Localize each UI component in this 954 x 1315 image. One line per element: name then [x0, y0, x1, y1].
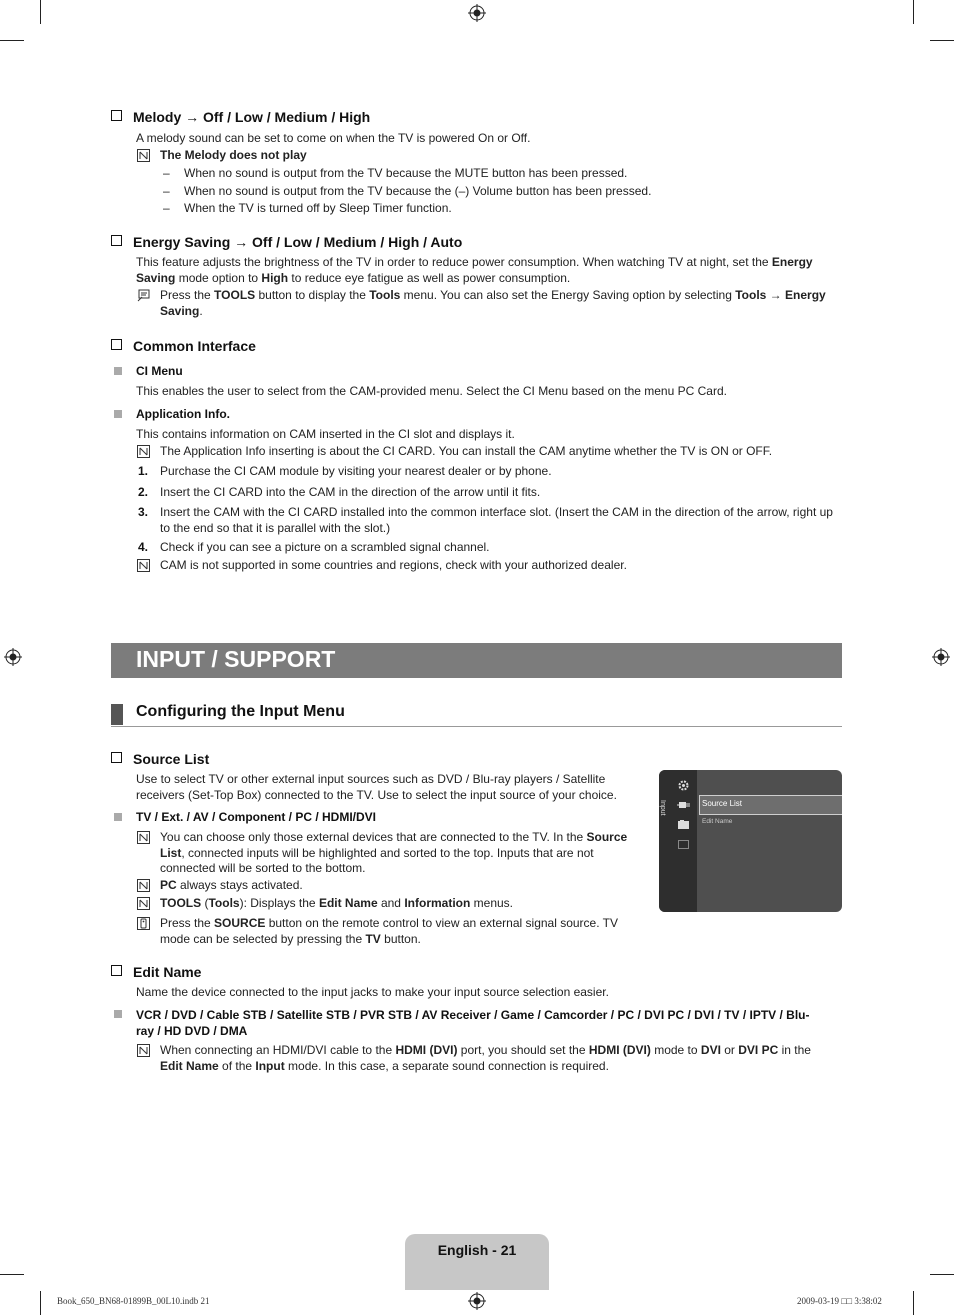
tools-text: button to display the — [255, 288, 370, 302]
step-text: Insert the CI CARD into the CAM in the direction of the arrow until it fits. — [160, 485, 541, 499]
checkbox-bullet-icon — [111, 110, 122, 121]
melody-desc: A melody sound can be set to come on when the TV is powered On or Off. — [136, 131, 531, 145]
tools-text: Press the — [160, 288, 215, 302]
print-info-right: 2009-03-19 □□ 3:38:02 — [797, 1296, 882, 1306]
note-text: port, you should set the — [457, 1043, 589, 1057]
app-info-title: Application Info. — [136, 407, 230, 421]
tv-menu-item-label: Source List — [702, 799, 743, 808]
step-text: Purchase the CI CAM module by visiting your nearest dealer or by phone. — [160, 464, 552, 478]
energy-text: to reduce eye fatigue as well as power consumption. — [288, 270, 571, 285]
section-title: Configuring the Input Menu — [136, 703, 345, 720]
note-text: ): Displays the — [239, 896, 319, 910]
melody-item: When no sound is output from the TV because the MUTE button has been pressed. — [184, 166, 628, 180]
app-info-desc: This contains information on CAM inserted in the CI slot and displays it. — [136, 427, 515, 441]
note-text: menus. — [470, 896, 514, 910]
registration-mark-icon — [932, 648, 950, 666]
checkbox-bullet-icon — [111, 339, 122, 350]
dash-bullet: – — [163, 201, 170, 215]
tv-menu-item-source-list[interactable] — [699, 795, 842, 815]
energy-heading — [111, 234, 462, 250]
square-bullet-icon — [114, 813, 122, 821]
note-icon — [137, 559, 150, 572]
note-text: ( — [201, 896, 209, 910]
crop-mark — [40, 1291, 41, 1315]
edit-heading — [111, 964, 201, 980]
note-text: and — [377, 896, 405, 910]
step-number: 2. — [138, 485, 149, 499]
tools-text: . — [199, 303, 203, 318]
step-text: Insert the CAM with the CI CARD installed into the common interface slot. (Insert the CAM in the direction of the arrow, right up to the end so that it is parallel with the slot.) — [160, 505, 833, 535]
checkbox-bullet-icon — [111, 235, 122, 246]
tools-bold: Tools — [369, 288, 401, 302]
note-text: button on the remote control to view an external signal source. TV mode can be selected by pressing the — [160, 916, 619, 946]
checkbox-bullet-icon — [111, 965, 122, 976]
step-number: 1. — [138, 464, 149, 478]
energy-text: mode option to — [175, 270, 262, 285]
note-text: of the — [218, 1058, 256, 1073]
crop-mark — [930, 1274, 954, 1275]
energy-bold: Saving — [136, 270, 176, 285]
step-text: Check if you can see a picture on a scrambled signal channel. — [160, 540, 490, 554]
crop-mark — [913, 1291, 914, 1315]
melody-item: When the TV is turned off by Sleep Timer function. — [184, 201, 452, 215]
crop-mark — [913, 0, 914, 24]
note-bold: TV — [365, 931, 381, 946]
tools-bold: TOOLS — [214, 288, 256, 302]
cam-note: CAM is not supported in some countries and regions, check with your authorized dealer. — [160, 558, 627, 572]
note-icon — [137, 831, 150, 844]
app-icon — [678, 840, 689, 849]
melody-heading — [111, 109, 370, 125]
dash-bullet: – — [163, 166, 170, 180]
source-heading — [111, 751, 209, 767]
note-text: always stays activated. — [176, 878, 303, 892]
ci-heading-text: Common Interface — [133, 338, 256, 354]
note-icon — [137, 1044, 150, 1057]
crop-mark — [40, 0, 41, 24]
note-text: or — [720, 1043, 739, 1057]
energy-bold: High — [261, 270, 289, 285]
energy-bold: Energy — [771, 255, 813, 269]
edit-desc: Name the device connected to the input jacks to make your input source selection easier. — [136, 985, 609, 999]
edit-heading-text: Edit Name — [133, 964, 202, 980]
note-text: in the — [778, 1043, 811, 1057]
note-bold: Edit Name — [318, 896, 378, 910]
ci-heading — [111, 338, 256, 354]
tools-bold: Saving — [160, 303, 200, 318]
energy-tools-note — [160, 288, 840, 319]
melody-note-title: The Melody does not play — [160, 148, 307, 162]
crop-mark — [0, 1274, 24, 1275]
note-bold: DVI PC — [738, 1043, 779, 1057]
note-text: mode. In this case, a separate sound connection is required. — [284, 1058, 609, 1073]
page-number: English - 21 — [437, 1242, 517, 1258]
energy-text: This feature adjusts the brightness of the TV in order to reduce power consumption. When watching TV at night, set the — [136, 255, 772, 269]
note-icon — [137, 149, 150, 162]
step-number: 3. — [138, 505, 149, 519]
square-bullet-icon — [114, 367, 122, 375]
ci-menu-title: CI Menu — [136, 364, 183, 378]
registration-mark-icon — [4, 648, 22, 666]
tools-text: menu. You can also set the Energy Saving option by selecting — [400, 288, 736, 302]
energy-desc — [136, 255, 836, 286]
section-bar — [111, 704, 123, 725]
source-sub: TV / Ext. / AV / Component / PC / HDMI/DVI — [136, 810, 377, 824]
app-info-note: The Application Info inserting is about the CI CARD. You can install the CAM anytime whether the TV is ON or OFF. — [160, 444, 773, 458]
tv-input-menu — [659, 770, 842, 912]
edit-note — [160, 1043, 840, 1074]
note-text: You can choose only those external devices that are connected to the TV. In the — [160, 830, 587, 844]
note-bold: Edit Name — [160, 1058, 219, 1073]
note-text: mode to — [650, 1043, 701, 1057]
square-bullet-icon — [114, 410, 122, 418]
crop-mark — [930, 40, 954, 41]
source-note-1 — [160, 830, 640, 877]
input-plug-icon — [677, 800, 690, 810]
tools-bold: Tools → Energy — [735, 288, 826, 302]
melody-item: When no sound is output from the TV because the (–) Volume button has been pressed. — [184, 184, 652, 198]
tv-menu-side-label: Input — [659, 800, 666, 816]
page-footer-tab — [405, 1234, 549, 1290]
note-text: button. — [380, 931, 421, 946]
note-bold: Tools — [208, 896, 240, 910]
chapter-title: INPUT / SUPPORT — [136, 646, 336, 672]
melody-heading-text: Melody → Off / Low / Medium / High — [133, 109, 371, 125]
energy-heading-text: Energy Saving → Off / Low / Medium / High / Auto — [133, 234, 463, 250]
note-bold: TOOLS — [160, 896, 202, 910]
registration-mark-icon — [468, 4, 486, 22]
note-bold: PC — [160, 878, 177, 892]
print-info-left: Book_650_BN68-01899B_00L10.indb 21 — [57, 1296, 210, 1306]
section-header — [111, 703, 842, 727]
step-number: 4. — [138, 540, 149, 554]
note-icon — [137, 445, 150, 458]
crop-mark — [0, 40, 24, 41]
note-text: When connecting an HDMI/DVI cable to the — [160, 1043, 396, 1057]
checkbox-bullet-icon — [111, 752, 122, 763]
remote-icon — [137, 917, 150, 930]
tv-menu-item-edit-name[interactable]: Edit Name — [702, 818, 733, 825]
note-bold: Input — [255, 1058, 285, 1073]
registration-mark-icon — [468, 1292, 486, 1310]
note-bold: HDMI (DVI) — [395, 1043, 458, 1057]
note-bold: DVI — [700, 1043, 721, 1057]
chapter-banner — [111, 643, 842, 678]
source-note-4 — [160, 916, 640, 947]
note-bold: Information — [404, 896, 471, 910]
note-text: Press the — [160, 916, 215, 930]
note-bold: SOURCE — [214, 916, 266, 930]
gear-icon — [678, 780, 689, 791]
note-text: , connected inputs will be highlighted and sorted to the top. Inputs that are not connected will be sorted to the bottom. — [160, 845, 594, 875]
note-bold: HDMI (DVI) — [588, 1043, 651, 1057]
note-icon — [137, 897, 150, 910]
ci-menu-desc: This enables the user to select from the CAM-provided menu. Select the CI Menu based on the menu PC Card. — [136, 384, 727, 398]
note-bold: Source — [586, 830, 628, 844]
dash-bullet: – — [163, 184, 170, 198]
support-icon — [678, 820, 689, 829]
source-desc: Use to select TV or other external input sources such as DVD / Blu-ray players / Satellite receivers (Set-Top Box) connected to the TV. Use to select the input source of your choice. — [136, 772, 617, 802]
note-icon — [137, 879, 150, 892]
source-heading-text: Source List — [133, 751, 210, 767]
edit-sub: VCR / DVD / Cable STB / Satellite STB / PVR STB / AV Receiver / Game / Camcorder / PC / DVI PC / DVI / TV / IPTV / Blu-ray / HD DVD / DMA — [136, 1008, 810, 1038]
tools-icon — [137, 289, 150, 302]
note-bold: List — [160, 845, 182, 860]
square-bullet-icon — [114, 1010, 122, 1018]
